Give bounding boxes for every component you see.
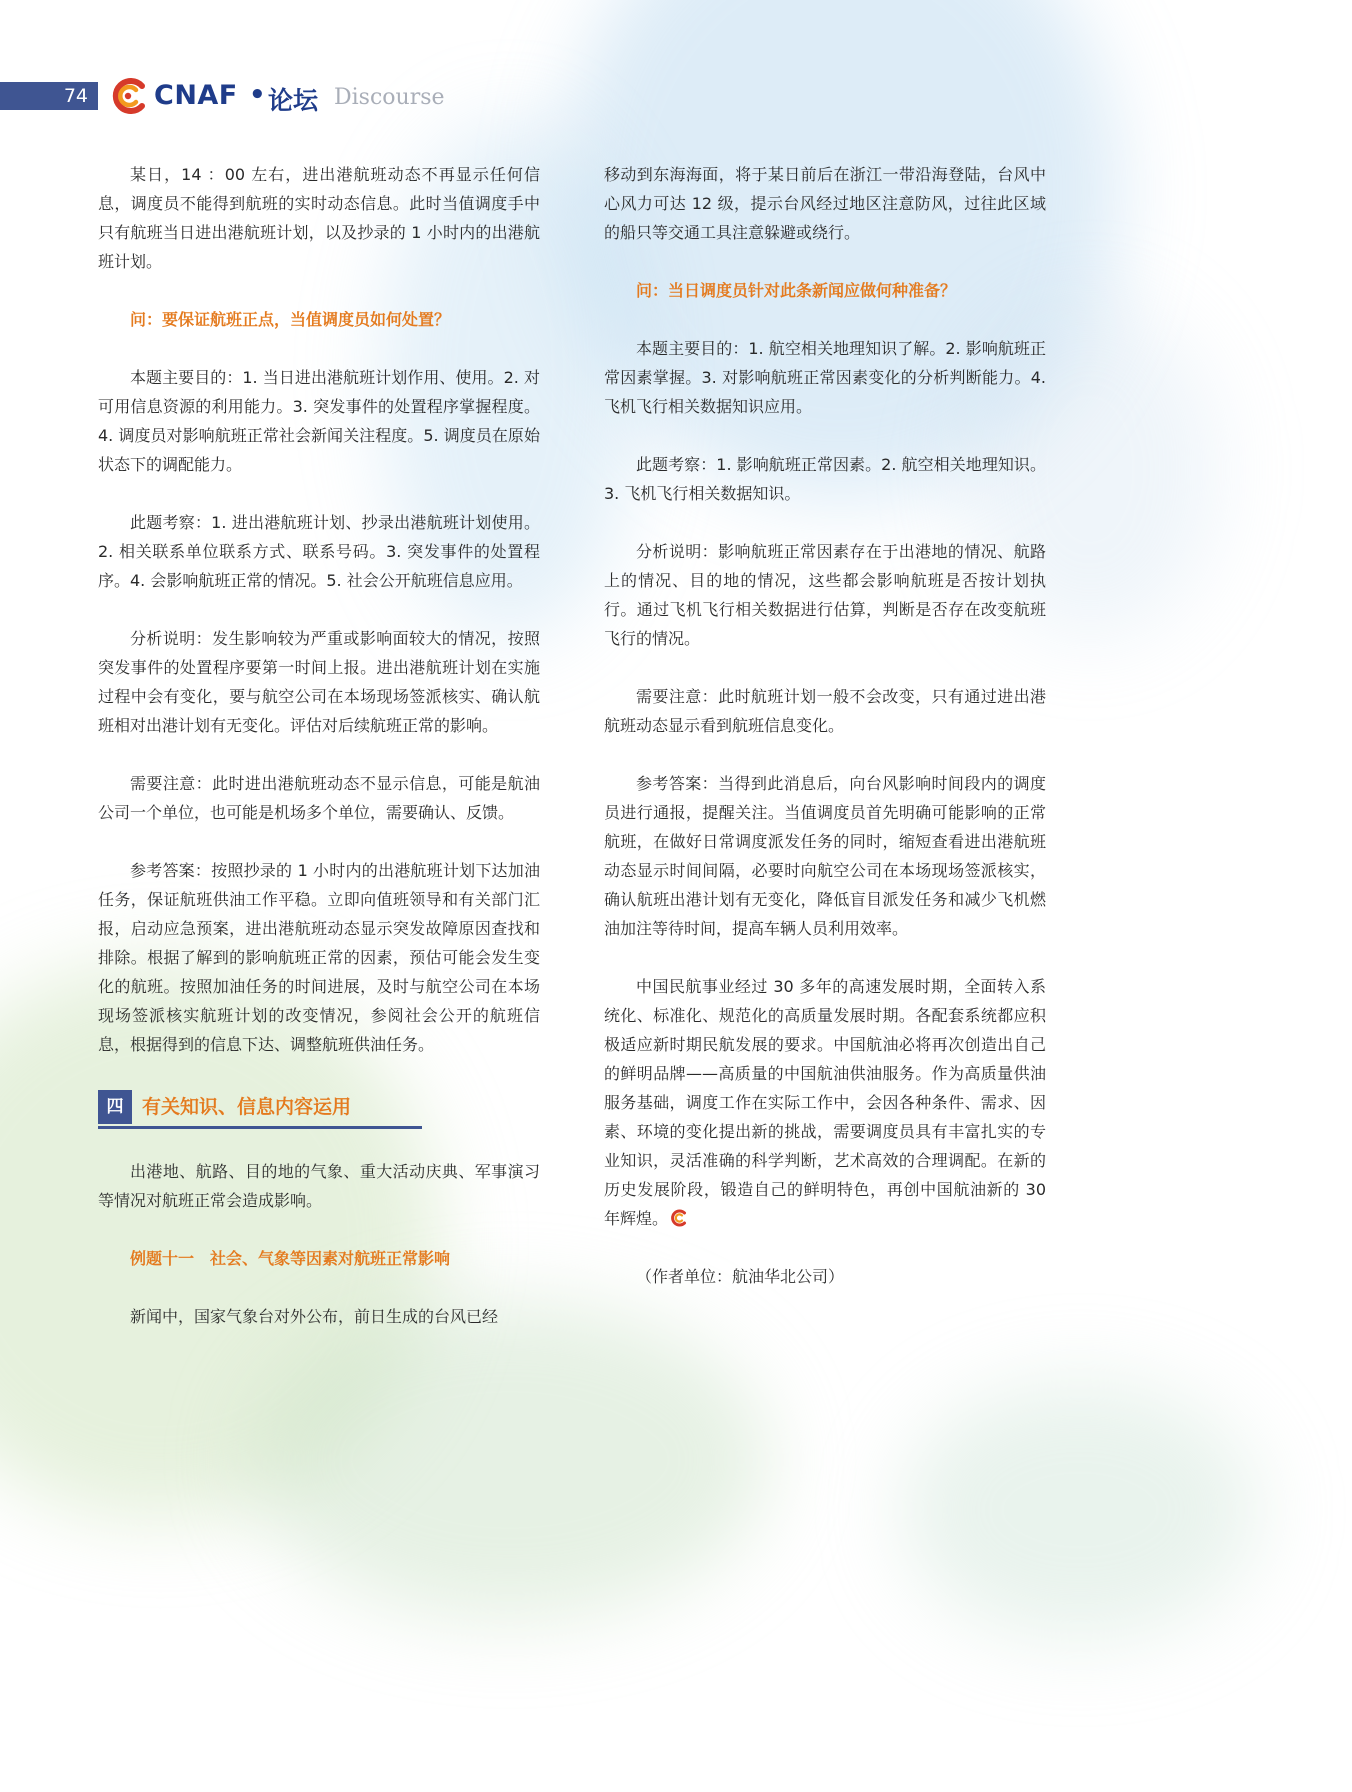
paragraph: 出港地、航路、目的地的气象、重大活动庆典、军事演习等情况对航班正常会造成影响。 bbox=[98, 1162, 540, 1210]
section-heading bbox=[98, 1088, 540, 1128]
page-number: 74 bbox=[0, 82, 98, 110]
section-title: 有关知识、信息内容运用 bbox=[142, 1096, 352, 1118]
paragraph: 参考答案：当得到此消息后，向台风影响时间段内的调度员进行通报，提醒关注。当值调度员首先明确可能影响的正常航班，在做好日常调度派发任务的同时，缩短查看进出港航班动态显示时间间隔，必要时向航空公司在本场现场签派核实，确认航班出港计划有无变化，降低盲目派发任务和减少飞机燃油加注等待时间，提高车辆人员利用效率。 bbox=[604, 774, 1046, 938]
paragraph: 分析说明：发生影响较为严重或影响面较大的情况，按照突发事件的处置程序要第一时间上报。进出港航班计划在实施过程中会有变化，要与航空公司在本场现场签派核实、确认航班相对出港计划有无变化。评估对后续航班正常的影响。 bbox=[98, 629, 540, 735]
background-wash bbox=[900, 1380, 1260, 1640]
paragraph: 此题考察：1. 进出港航班计划、抄录出港航班计划使用。2. 相关联系单位联系方式、联系号码。3. 突发事件的处置程序。4. 会影响航班正常的情况。5. 社会公开航班信息应用。 bbox=[98, 513, 540, 590]
header-separator: • bbox=[249, 80, 266, 110]
section-underline bbox=[98, 1126, 422, 1129]
question-heading: 问：当日调度员针对此条新闻应做何种准备？ bbox=[636, 281, 957, 300]
paragraph: 需要注意：此时航班计划一般不会改变，只有通过进出港航班动态显示看到航班信息变化。 bbox=[604, 687, 1046, 735]
cnaf-logo-icon bbox=[106, 78, 150, 114]
closing-paragraph bbox=[604, 972, 1046, 1233]
example-heading: 例题十一 社会、气象等因素对航班正常影响 bbox=[130, 1249, 451, 1268]
brand-name: CNAF bbox=[154, 80, 238, 111]
end-mark-icon bbox=[670, 1209, 688, 1227]
section-name-cn: 论坛 bbox=[268, 86, 319, 115]
paragraph: 此题考察：1. 影响航班正常因素。2. 航空相关地理知识。3. 飞机飞行相关数据知识。 bbox=[604, 455, 1046, 503]
closing-text: 中国民航事业经过 30 多年的高速发展时期，全面转入系统化、标准化、规范化的高质量发展时期。各配套系统都应积极适应新时期民航发展的要求。中国航油必将再次创造出自己的鲜明品牌——高质量的中国航油供油服务。作为高质量供油服务基础，调度工作在实际工作中，会因各种条件、需求、因素、环境的变化提出新的挑战，需要调度员具有丰富扎实的专业知识，灵活准确的科学判断，艺术高效的合理调配。在新的历史发展阶段，锻造自己的鲜明特色，再创中国航油新的 30 年辉煌。 bbox=[604, 977, 1046, 1228]
right-column bbox=[604, 160, 1046, 1320]
paragraph: 分析说明：影响航班正常因素存在于出港地的情况、航路上的情况、目的地的情况，这些都会影响航班是否按计划执行。通过飞机飞行相关数据进行估算，判断是否存在改变航班飞行的情况。 bbox=[604, 542, 1046, 648]
paragraph: 移动到东海海面，将于某日前后在浙江一带沿海登陆，台风中心风力可达 12 级，提示台风经过地区注意防风，过往此区域的船只等交通工具注意躲避或绕行。 bbox=[604, 165, 1046, 242]
left-column bbox=[98, 160, 540, 1331]
question-heading: 问：要保证航班正点，当值调度员如何处置？ bbox=[130, 310, 451, 329]
author-affiliation: （作者单位：航油华北公司） bbox=[636, 1267, 845, 1286]
paragraph: 新闻中，国家气象台对外公布，前日生成的台风已经 bbox=[130, 1307, 499, 1326]
paragraph: 参考答案：按照抄录的 1 小时内的出港航班计划下达加油任务，保证航班供油工作平稳。立即向值班领导和有关部门汇报，启动应急预案，进出港航班动态显示突发故障原因查找和排除。根据了解到的影响航班正常的因素，预估可能会发生变化的航班。按照加油任务的时间进展，及时与航空公司在本场现场签派核实航班计划的改变情况，参阅社会公开的航班信息，根据得到的信息下达、调整航班供油任务。 bbox=[98, 861, 540, 1054]
paragraph: 某日，14 ：00 左右，进出港航班动态不再显示任何信息，调度员不能得到航班的实时动态信息。此时当值调度手中只有航班当日进出港航班计划，以及抄录的 1 小时内的出港航班计划。 bbox=[98, 165, 540, 271]
background-wash bbox=[250, 1300, 770, 1620]
paragraph: 本题主要目的：1. 当日进出港航班计划作用、使用。2. 对可用信息资源的利用能力。3. 突发事件的处置程序掌握程度。4. 调度员对影响航班正常社会新闻关注程度。5. 调度员在原始状态下的调配能力。 bbox=[98, 368, 540, 474]
paragraph: 需要注意：此时进出港航班动态不显示信息，可能是航油公司一个单位，也可能是机场多个单位，需要确认、反馈。 bbox=[98, 774, 540, 822]
page-header bbox=[0, 78, 600, 115]
section-number-badge: 四 bbox=[98, 1090, 132, 1124]
section-name-en: Discourse bbox=[334, 85, 445, 110]
paragraph: 本题主要目的：1. 航空相关地理知识了解。2. 影响航班正常因素掌握。3. 对影响航班正常因素变化的分析判断能力。4. 飞机飞行相关数据知识应用。 bbox=[604, 339, 1046, 416]
